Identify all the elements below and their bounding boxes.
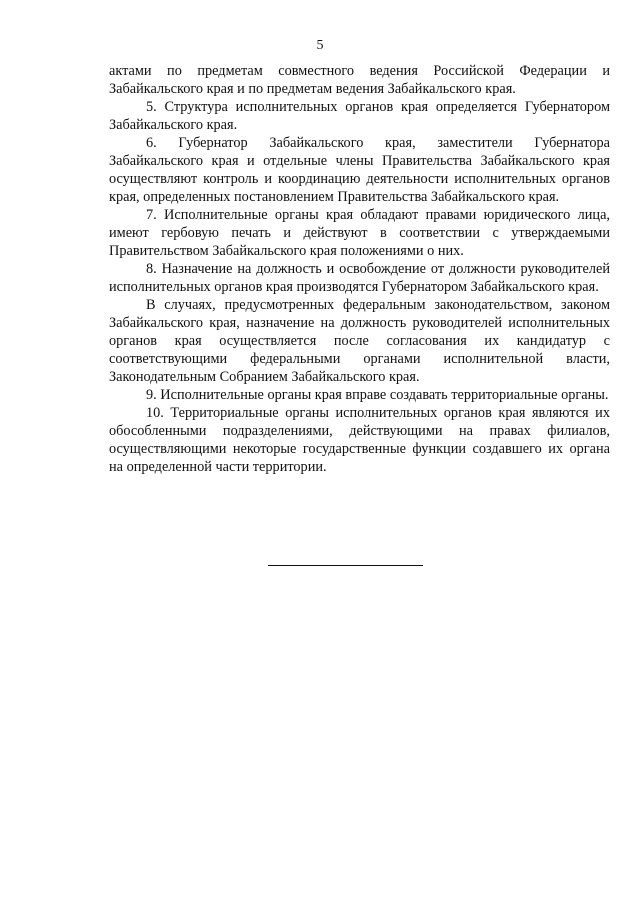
paragraph-item-8-cases: В случаях, предусмотренных федеральным законодательством, законом Забайкальского края, назначение на должность руководителей исполнительных органов края осуществляется после согласования их кандидатур с соответствующими федеральными органами исполнительной власти, Законодательным Собранием Забайкальского края. — [109, 297, 610, 385]
page-number: 5 — [316, 38, 324, 53]
paragraph-continuation: актами по предметам совместного ведения Российской Федерации и Забайкальского края и по предметам ведения Забайкальского края. — [109, 63, 610, 97]
document-body — [109, 62, 610, 476]
paragraph-item-10: 10. Территориальные органы исполнительных органов края являются их обособленными подразделениями, действующими на правах филиалов, осуществляющими некоторые государственные функции создавшего их органа на определенной части территории. — [109, 405, 610, 475]
paragraph-item-7: 7. Исполнительные органы края обладают правами юридического лица, имеют гербовую печать и действуют в соответствии с утверждаемыми Правительством Забайкальского края положениями о них. — [109, 207, 610, 259]
paragraph-item-6: 6. Губернатор Забайкальского края, заместители Губернатора Забайкальского края и отдельные члены Правительства Забайкальского края осуществляют контроль и координацию деятельности исполнительных органов края, определенных постановлением Правительства Забайкальского края. — [109, 135, 610, 205]
paragraph-item-9: 9. Исполнительные органы края вправе создавать территориальные органы. — [146, 387, 609, 403]
end-separator-line — [268, 565, 423, 566]
paragraph-item-5: 5. Структура исполнительных органов края определяется Губернатором Забайкальского края. — [109, 99, 610, 133]
paragraph-item-8: 8. Назначение на должность и освобождение от должности руководителей исполнительных органов края производятся Губернатором Забайкальского края. — [109, 261, 610, 295]
